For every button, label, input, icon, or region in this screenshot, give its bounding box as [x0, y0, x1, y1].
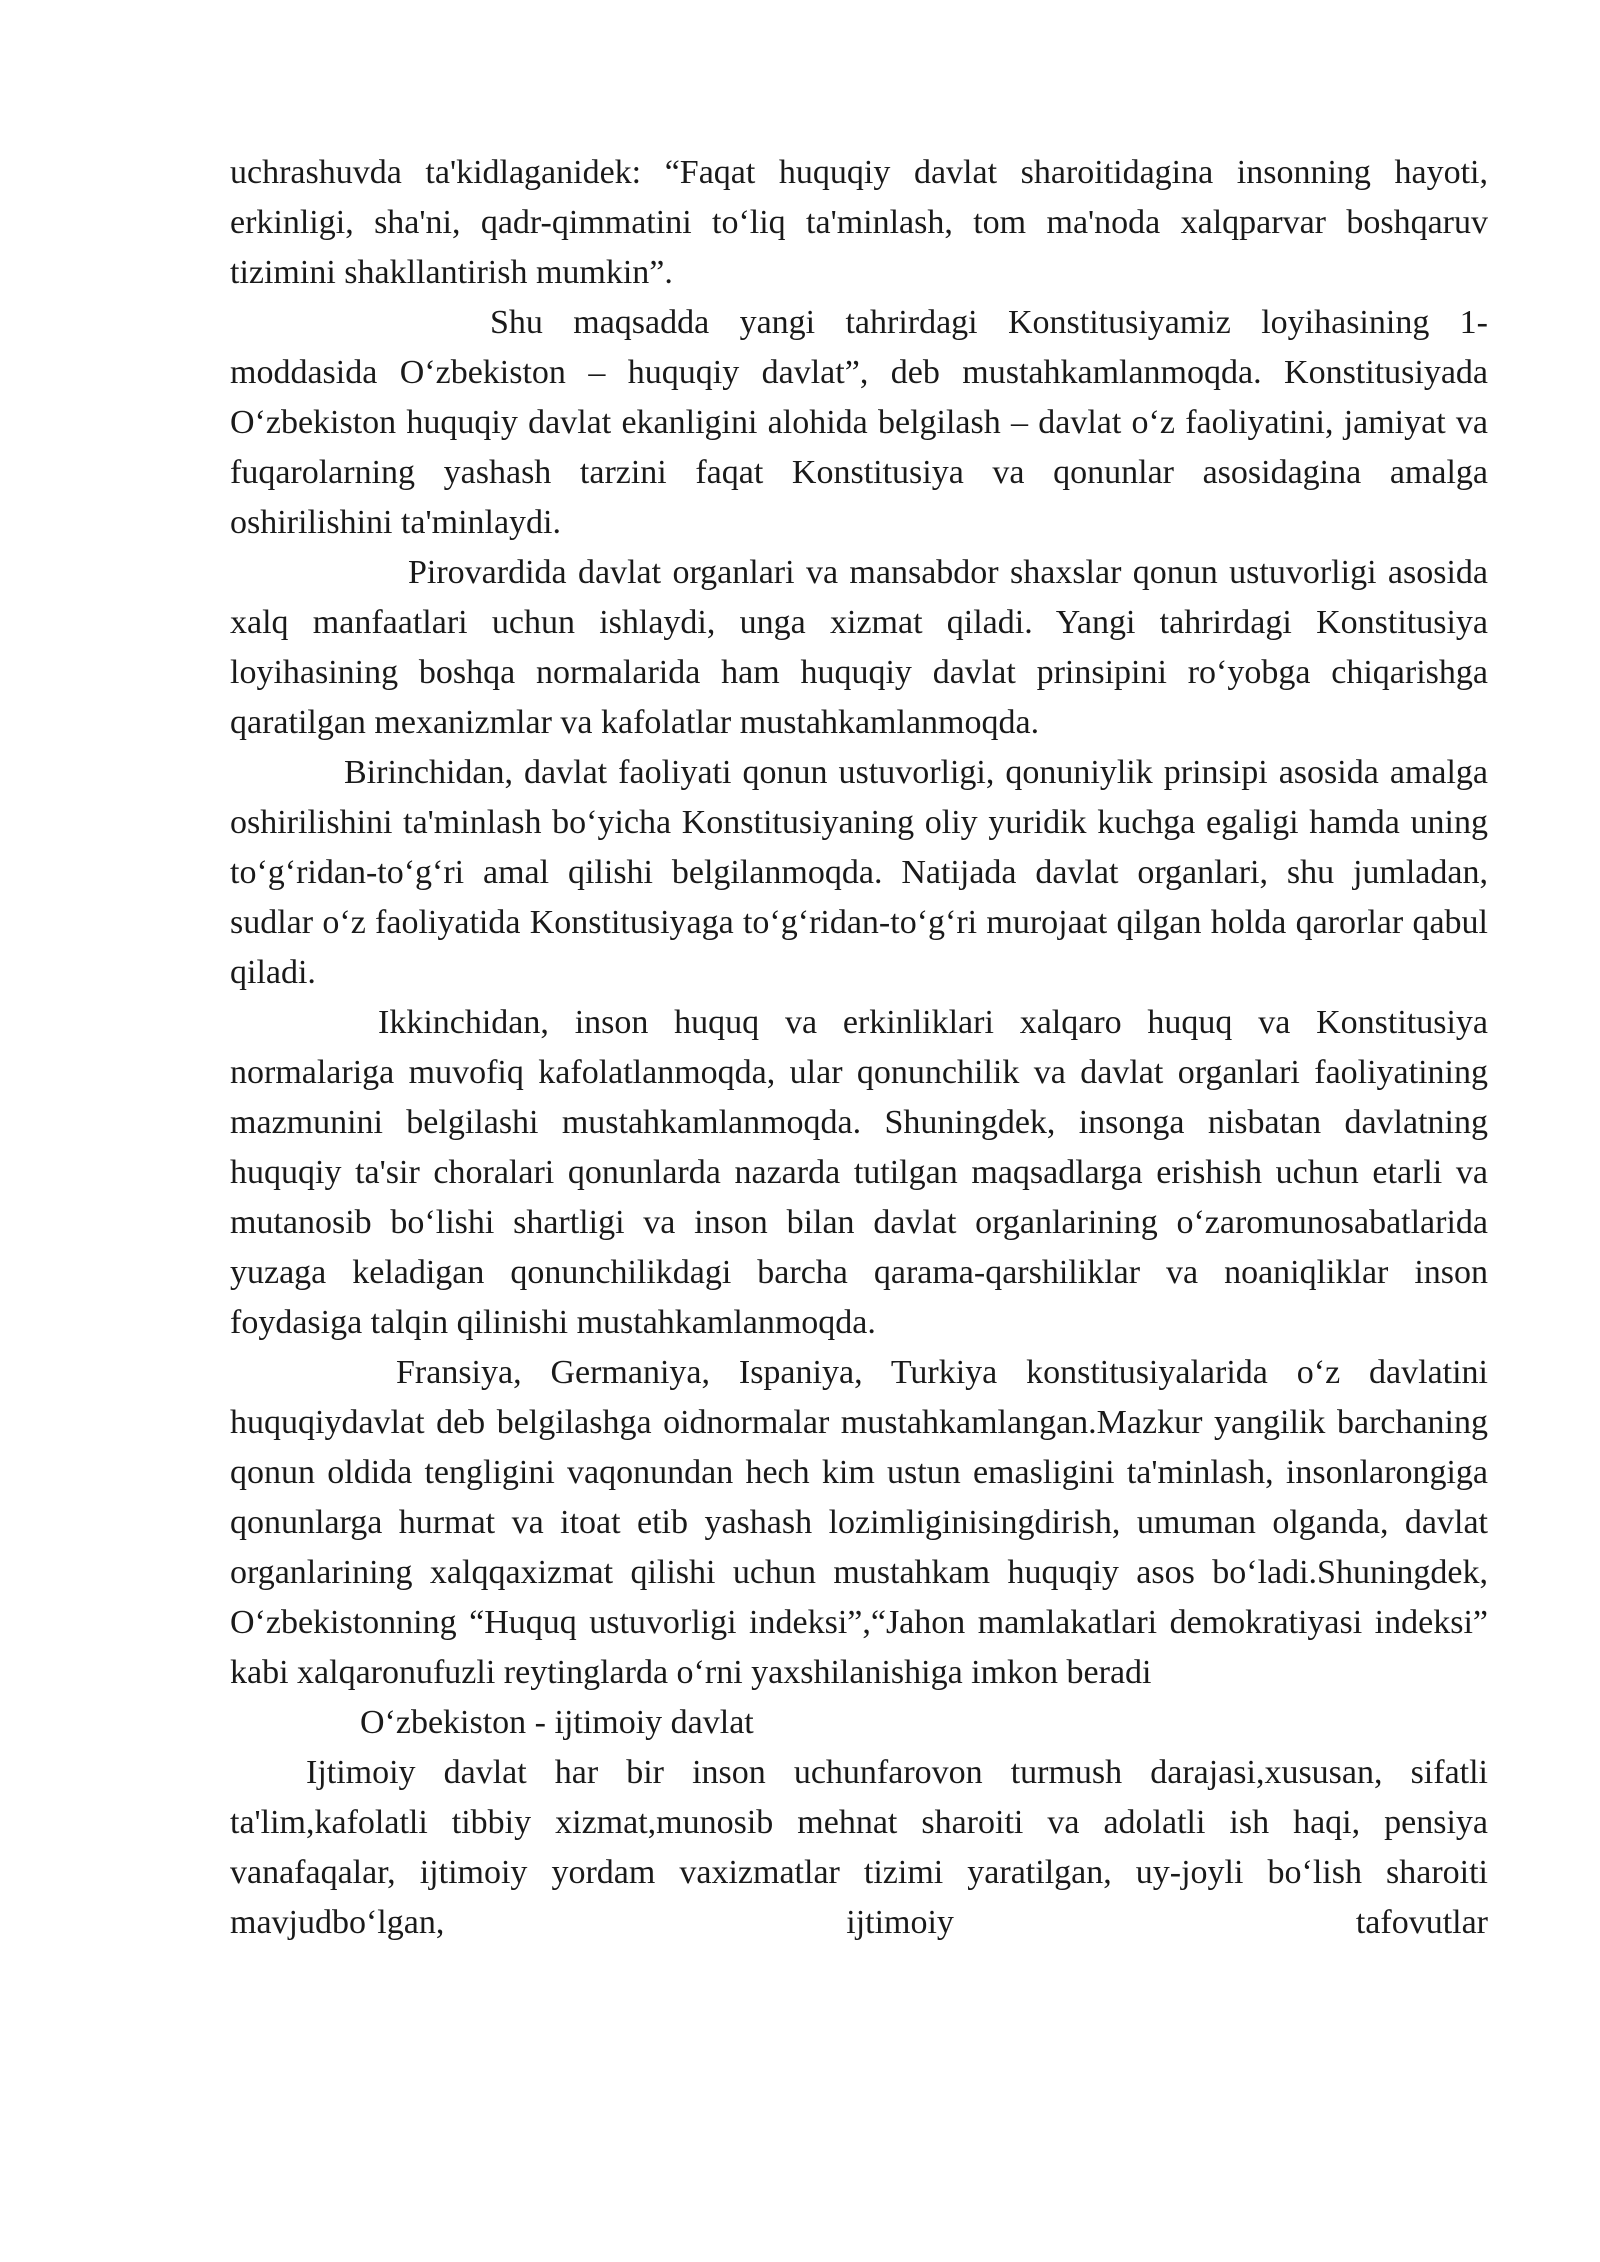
paragraph-7: Ijtimoiy davlat har bir inson uchunfarovon turmush darajasi,xususan, sifatli ta'lim,kafolatli tibbiy xizmat,munosib mehnat sharoiti va adolatli ish haqi, pensiya vanafaqalar, ijtimoiy yordam vaxizmatlar tizimi yaratilgan, uy-joyli bo‘lish sharoiti mavjudbo‘lgan, ijtimoiy tafovutlar [230, 1754, 1488, 1941]
paragraph-3: Pirovardida davlat organlari va mansabdor shaxslar qonun ustuvorligi asosida xalq manfaatlari uchun ishlaydi, unga xizmat qiladi. Yangi tahrirdagi Konstitusiya loyihasining boshqa normalarida ham huquqiy davlat prinsipini ro‘yobga chiqarishga qaratilgan mexanizmlar va kafolatlar mustahkamlanmoqda. [230, 554, 1488, 741]
document-page [230, 148, 1488, 1948]
paragraph-1: uchrashuvda ta'kidlaganidek: “Faqat huquqiy davlat sharoitidagina insonning hayoti, erkinligi, sha'ni, qadr-qimmatini to‘liq ta'minlash, tom ma'noda xalqparvar boshqaruv tizimini shakllantirish mumkin”. [230, 154, 1488, 291]
paragraph-2: Shu maqsadda yangi tahrirdagi Konstitusiyamiz loyihasining 1-moddasida O‘zbekiston – huquqiy davlat”, deb mustahkamlanmoqda. Konstitusiyada O‘zbekiston huquqiy davlat ekanligini alohida belgilash – davlat o‘z faoliyatini, jamiyat va fuqarolarning yashash tarzini faqat Konstitusiya va qonunlar asosidagina amalga oshirilishini ta'minlaydi. [230, 304, 1488, 541]
section-heading: O‘zbekiston - ijtimoiy davlat [360, 1704, 754, 1741]
paragraph-5: Ikkinchidan, inson huquq va erkinliklari xalqaro huquq va Konstitusiya normalariga muvofiq kafolatlanmoqda, ular qonunchilik va davlat organlari faoliyatining mazmunini belgilashi mustahkamlanmoqda. Shuningdek, insonga nisbatan davlatning huquqiy ta'sir choralari qonunlarda nazarda tutilgan maqsadlarga erishish uchun etarli va mutanosib bo‘lishi shartligi va inson bilan davlat organlarining o‘zaromunosabatlarida yuzaga keladigan qonunchilikdagi barcha qarama-qarshiliklar va noaniqliklar inson foydasiga talqin qilinishi mustahkamlanmoqda. [230, 1004, 1488, 1341]
paragraph-4: Birinchidan, davlat faoliyati qonun ustuvorligi, qonuniylik prinsipi asosida amalga oshirilishini ta'minlash bo‘yicha Konstitusiyaning oliy yuridik kuchga egaligi hamda uning to‘g‘ridan-to‘g‘ri amal qilishi belgilanmoqda. Natijada davlat organlari, shu jumladan, sudlar o‘z faoliyatida Konstitusiyaga to‘g‘ridan-to‘g‘ri murojaat qilgan holda qarorlar qabul qiladi. [230, 754, 1488, 991]
paragraph-6: Fransiya, Germaniya, Ispaniya, Turkiya konstitusiyalarida o‘z davlatini huquqiydavlat deb belgilashga oidnormalar mustahkamlangan.Mazkur yangilik barchaning qonun oldida tengligini vaqonundan hech kim ustun emasligini ta'minlash, insonlarongiga qonunlarga hurmat va itoat etib yashash lozimliginisingdirish, umuman olganda, davlat organlarining xalqqaxizmat qilishi uchun mustahkam huquqiy asos bo‘ladi.Shuningdek, O‘zbekistonning “Huquq ustuvorligi indeksi”,“Jahon mamlakatlari demokratiyasi indeksi” kabi xalqaronufuzli reytinglarda o‘rni yaxshilanishiga imkon beradi [230, 1354, 1488, 1691]
